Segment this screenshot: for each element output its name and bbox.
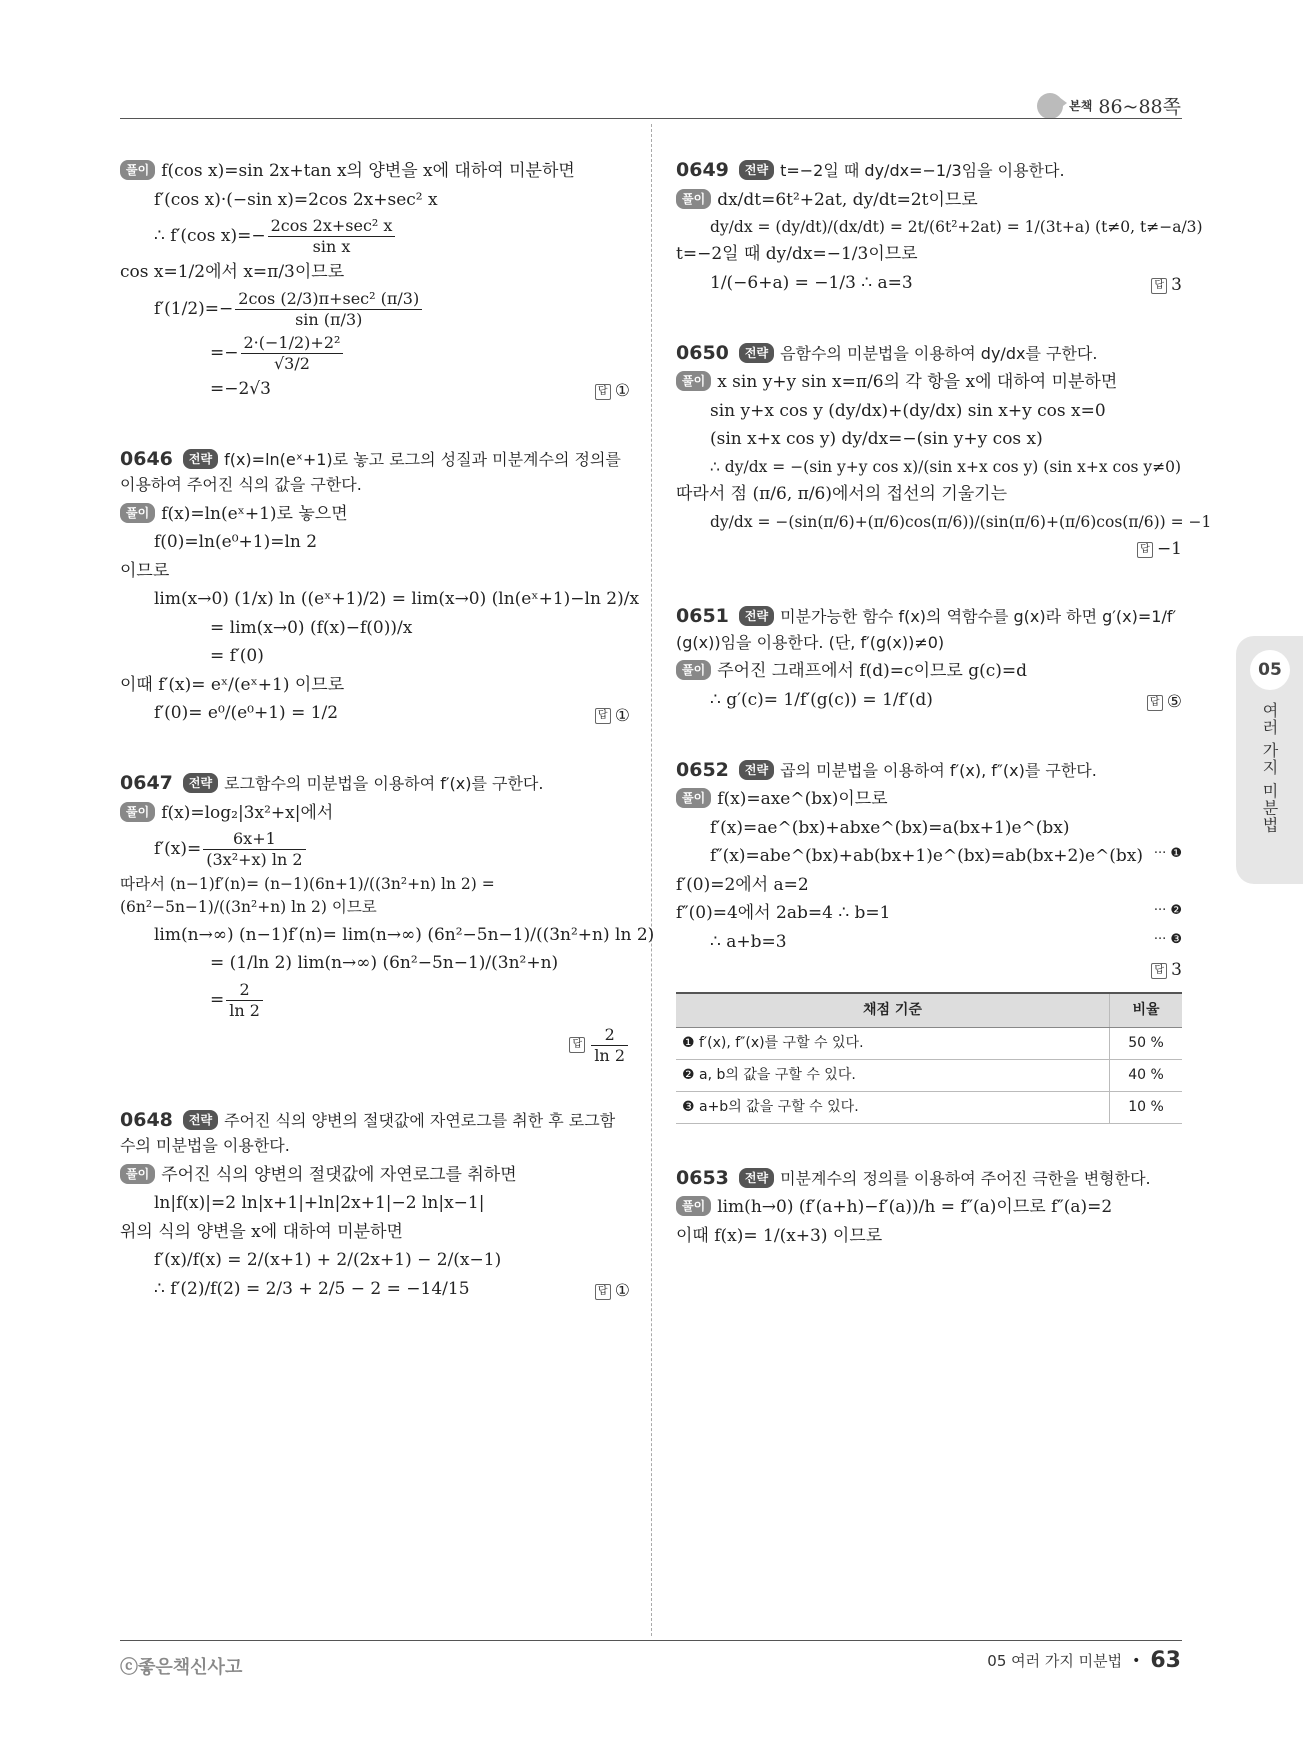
page-range: 86~88쪽	[1098, 96, 1181, 118]
table-header: 채점 기준	[676, 993, 1110, 1028]
text-line: f(cos x)=sin 2x+tan x의 양변을 x에 대하여 미분하면	[161, 161, 575, 181]
strategy-line: 0652 전략 곱의 미분법을 이용하여 f′(x), f″(x)를 구한다.	[676, 758, 1097, 781]
step-marker: ··· ❶	[1153, 846, 1182, 862]
answer: 답 3	[676, 958, 1182, 984]
equation: lim(x→0) (1/x) ln ((eˣ+1)/2) = lim(x→0) (ln(eˣ+1)−ln 2)/x	[154, 589, 640, 609]
strategy-line: 0647 전략 로그함수의 미분법을 이용하여 f′(x)를 구한다.	[120, 772, 544, 794]
answer-icon: 답	[1151, 278, 1167, 294]
chapter-tab	[1236, 636, 1303, 884]
right-column	[676, 156, 1212, 1263]
equation: ∴ f′(2)/f(2) = 2/3 + 2/5 − 2 = −14/15	[154, 1278, 470, 1299]
top-rule	[120, 118, 1182, 119]
answer: 답 ①	[120, 1279, 630, 1305]
strategy-line: 0651 전략 미분가능한 함수 f(x)의 역함수를 g(x)라 하면 g′(x)=1/f′(g(x))임을 이용한다. (단, f′(g(x))≠0)	[676, 605, 1177, 652]
equation: dy/dx = (dy/dt)/(dx/dt) = 2t/(6t²+2at) = 1/(3t+a) (t≠0, t≠−a/3)	[710, 218, 1203, 236]
scoring-table	[676, 992, 1182, 1124]
table-header: 비율	[1110, 993, 1183, 1028]
answer: 답 ①	[120, 704, 630, 730]
problem-number: 0647	[120, 772, 173, 794]
equation: f′(0)=2에서 a=2	[676, 874, 809, 895]
problem-0647: 0647 전략 로그함수의 미분법을 이용하여 f′(x)를 구한다. 풀이 f(x)=log₂|3x²+x|에서 f′(x)= $\frac{6x+1}{\text{(3x²+x) ln 2}}$ 따라서 (n−1)f′(n)= (n−1)(6n+1)/((3n²+n) ln 2) = (6n²−5n−1)/((3n²+n) ln 2) 이므로 lim(n→∞) (n−1)f′(n)= lim(n→∞) (6n²−5n−1)/((3n²+n) ln 2) = (1/ln 2) lim(n→∞) (6n²−5n−1)/(3n²+n) = $\frac{2}{\ln 2}$ 답 $\frac{2}{\ln 2}$	[120, 769, 630, 1066]
problem-0650: 0650 전략 음함수의 미분법을 이용하여 dy/dx를 구한다. 풀이 x sin y+y sin x=π/6의 각 항을 x에 대하여 미분하면 sin y+x cos y (dy/dx)+(dy/dx) sin x+y cos x=0 (sin x+x cos y) dy/dx=−(sin y+y cos x) ∴ dy/dx = −(sin y+y cos x)/(sin x+x cos y) (sin x+x cos y≠0) 따라서 점 (π/6, π/6)에서의 접선의 기울기는 dy/dx = −(sin(π/6)+(π/6)cos(π/6))/(sin(π/6)+(π/6)cos(π/6)) = −1 답 −1	[676, 339, 1182, 563]
strategy-tag: 전략	[183, 773, 218, 793]
column-divider	[651, 124, 652, 1636]
answer-icon: 답	[1137, 542, 1153, 558]
answer-icon: 답	[595, 1284, 611, 1300]
equation: = (1/ln 2) lim(n→∞) (6n²−5n−1)/(3n²+n)	[210, 953, 559, 973]
problem-number: 0646	[120, 447, 173, 470]
answer-icon: 답	[1151, 963, 1167, 979]
problem-number: 0652	[676, 758, 729, 781]
bottom-rule	[120, 1640, 1182, 1641]
equation: (sin x+x cos y) dy/dx=−(sin y+y cos x)	[710, 429, 1043, 450]
equation: f′(x)= $\frac{6x+1}{\text{(3x²+x) ln 2}}$	[120, 829, 630, 870]
equation: f′(0)= e⁰/(e⁰+1) = 1/2	[154, 703, 339, 723]
problem-0652: 0652 전략 곱의 미분법을 이용하여 f′(x), f″(x)를 구한다. 풀이 f(x)=axe^(bx)이므로 f′(x)=ae^(bx)+abxe^(bx)=a(bx+1)e^(bx) f″(x)=abe^(bx)+ab(bx+1)e^(bx)=ab(bx+2)e^(bx) ··· ❶ f′(0)=2에서 a=2 f″(0)=4에서 2ab=4 ∴ b=1 ··· ❷ ∴ a+b=3 ··· ❸ 답 3 채점 기준 비율 ❶ f′(x), f″(x)를 구할 수 있다. 50 % ❷ a, b의 값을 구할 수 있다. 40 % ❸ a+b의 값을 구할 수 있다. 10 %	[676, 756, 1182, 1124]
solution-tag: 풀이	[120, 503, 155, 523]
equation: = f′(0)	[210, 646, 264, 666]
solution-tag: 풀이	[676, 1196, 711, 1216]
table-row: ❷ a, b의 값을 구할 수 있다. 40 %	[676, 1059, 1182, 1091]
table-row: ❸ a+b의 값을 구할 수 있다. 10 %	[676, 1091, 1182, 1123]
strategy-line: 0653 전략 미분계수의 정의를 이용하여 주어진 극한을 변형한다.	[676, 1166, 1151, 1189]
text-line: 이때 f′(x)= eˣ/(eˣ+1) 이므로	[120, 674, 345, 695]
answer: 답 $\frac{2}{\ln 2}$	[120, 1025, 630, 1066]
equation: = lim(x→0) (f(x)−f(0))/x	[210, 617, 413, 638]
equation: f′(cos x)·(−sin x)=2cos 2x+sec² x	[154, 189, 438, 210]
equation: sin y+x cos y (dy/dx)+(dy/dx) sin x+y cos x=0	[710, 400, 1106, 421]
equation: ∴ f′(cos x)=− $\frac{\text{2cos 2x+sec² x}}{\text{sin x}}$	[120, 216, 630, 257]
problem-number: 0648	[120, 1108, 173, 1131]
strategy-tag: 전략	[183, 1110, 218, 1130]
strategy-tag: 전략	[739, 760, 774, 780]
strategy-tag: 전략	[739, 160, 774, 180]
strategy-line: 0649 전략 t=−2일 때 dy/dx=−1/3임을 이용한다.	[676, 159, 1065, 181]
equation: ∴ dy/dx = −(sin y+y cos x)/(sin x+x cos y) (sin x+x cos y≠0)	[710, 457, 1182, 476]
equation: 1/(−6+a) = −1/3 ∴ a=3	[710, 272, 913, 293]
text-line: 위의 식의 양변을 x에 대하여 미분하면	[120, 1221, 403, 1242]
solution-tag: 풀이	[120, 802, 155, 822]
problem-number: 0653	[676, 1166, 729, 1189]
equation: lim(n→∞) (n−1)f′(n)= lim(n→∞) (6n²−5n−1)/((3n²+n) ln 2)	[154, 924, 655, 945]
problem-0649: 0649 전략 t=−2일 때 dy/dx=−1/3임을 이용한다. 풀이 dx/dt=6t²+2at, dy/dt=2t이므로 dy/dx = (dy/dt)/(dx/dt) = 2t/(6t²+2at) = 1/(3t+a) (t≠0, t≠−a/3) t=−2일 때 dy/dx=−1/3이므로 1/(−6+a) = −1/3 ∴ a=3 답 3	[676, 156, 1182, 299]
answer-icon: 답	[569, 1037, 585, 1053]
text-line: 이므로	[120, 560, 170, 581]
equation: ∴ a+b=3 ··· ❸	[676, 930, 1182, 956]
strategy-line: 0646 전략 f(x)=ln(eˣ+1)로 놓고 로그의 성질과 미분계수의 정의를 이용하여 주어진 식의 값을 구한다.	[120, 447, 621, 494]
equation: f′(x)=ae^(bx)+abxe^(bx)=a(bx+1)e^(bx)	[710, 817, 1070, 838]
strategy-tag: 전략	[183, 449, 218, 469]
equation: =− $\frac{\text{2·(−1/2)+2²}}{√3/2}$	[120, 333, 630, 374]
text-line: 따라서 점 (π/6, π/6)에서의 접선의 기울기는	[676, 484, 1008, 504]
equation: f(0)=ln(e⁰+1)=ln 2	[154, 532, 318, 552]
equation: ln|f(x)|=2 ln|x+1|+ln|2x+1|−2 ln|x−1|	[154, 1193, 485, 1213]
answer-icon: 답	[1147, 695, 1163, 711]
problem-number: 0649	[676, 159, 729, 181]
equation: =−2√3	[210, 378, 271, 399]
strategy-tag: 전략	[739, 606, 774, 626]
page-reference	[1037, 92, 1181, 119]
solution-tag: 풀이	[676, 371, 711, 391]
text-line: 이때 f(x)= 1/(x+3) 이므로	[676, 1225, 883, 1246]
problem-number: 0651	[676, 605, 729, 628]
chapter-number: 05	[1250, 650, 1290, 690]
equation: f″(x)=abe^(bx)+ab(bx+1)e^(bx)=ab(bx+2)e^(bx) ··· ❶	[676, 844, 1182, 870]
answer: 답 ⑤	[676, 690, 1182, 716]
equation: f′(x)/f(x) = 2/(x+1) + 2/(2x+1) − 2/(x−1)	[154, 1250, 502, 1270]
solution-tag: 풀이	[676, 189, 711, 209]
strategy-tag: 전략	[739, 1168, 774, 1188]
table-row: ❶ f′(x), f″(x)를 구할 수 있다. 50 %	[676, 1027, 1182, 1059]
equation: = $\frac{2}{\ln 2}$	[120, 980, 630, 1021]
strategy-tag: 전략	[739, 343, 774, 363]
equation: f″(0)=4에서 2ab=4 ∴ b=1 ··· ❷	[676, 901, 1182, 927]
step-marker: ··· ❷	[1153, 903, 1182, 919]
footer-chapter: 05 여러 가지 미분법	[987, 1652, 1123, 1670]
solution-tag: 풀이	[120, 1164, 155, 1184]
solution-tag: 풀이	[676, 660, 711, 680]
text-line: cos x=1/2에서 x=π/3이므로	[120, 262, 345, 282]
footer-page-info	[987, 1648, 1181, 1673]
book-label: 본책	[1069, 99, 1093, 113]
solution-tag: 풀이	[120, 160, 155, 180]
publisher-logo: ⓒ좋은책신사고	[120, 1657, 243, 1678]
problem-0653: 0653 전략 미분계수의 정의를 이용하여 주어진 극한을 변형한다. 풀이 lim(h→0) (f′(a+h)−f′(a))/h = f″(a)이므로 f″(a)=2 이때 f(x)= 1/(x+3) 이므로	[676, 1164, 1182, 1250]
equation: dy/dx = −(sin(π/6)+(π/6)cos(π/6))/(sin(π/6)+(π/6)cos(π/6)) = −1	[710, 512, 1212, 531]
answer-icon: 답	[595, 708, 611, 724]
problem-0648: 0648 전략 주어진 식의 양변의 절댓값에 자연로그를 취한 후 로그함수의 미분법을 이용한다. 풀이 주어진 식의 양변의 절댓값에 자연로그를 취하면 ln|f(x)|=2 ln|x+1|+ln|2x+1|−2 ln|x−1| 위의 식의 양변을 x에 대하여 미분하면 f′(x)/f(x) = 2/(x+1) + 2/(2x+1) − 2/(x−1) ∴ f′(2)/f(2) = 2/3 + 2/5 − 2 = −14/15 답 ①	[120, 1106, 630, 1305]
answer: 답 −1	[676, 537, 1182, 563]
chapter-title: 여러 가지 미분법	[1260, 702, 1279, 834]
problem-0651: 0651 전략 미분가능한 함수 f(x)의 역함수를 g(x)라 하면 g′(x)=1/f′(g(x))임을 이용한다. (단, f′(g(x))≠0) 풀이 주어진 그래프에서 f(d)=c이므로 g(c)=d ∴ g′(c)= 1/f′(g(c)) = 1/f′(d) 답 ⑤	[676, 602, 1182, 716]
bullet-icon: •	[1132, 1652, 1141, 1669]
strategy-line: 0650 전략 음함수의 미분법을 이용하여 dy/dx를 구한다.	[676, 341, 1098, 364]
problem-0646: 0646 전략 f(x)=ln(eˣ+1)로 놓고 로그의 성질과 미분계수의 정의를 이용하여 주어진 식의 값을 구한다. 풀이 f(x)=ln(eˣ+1)로 놓으면 f(0)=ln(e⁰+1)=ln 2 이므로 lim(x→0) (1/x) ln ((eˣ+1)/2) = lim(x→0) (ln(eˣ+1)−ln 2)/x = lim(x→0) (f(x)−f(0))/x = f′(0) 이때 f′(x)= eˣ/(eˣ+1) 이므로 f′(0)= e⁰/(e⁰+1) = 1/2 답 ①	[120, 445, 630, 730]
step-marker: ··· ❸	[1153, 931, 1182, 947]
equation: f′(1/2)=− $\frac{\text{2cos (2/3)π+sec² (π/3)}}{\sin (\pi/3)}$	[120, 289, 630, 330]
problem-number: 0650	[676, 341, 729, 364]
page-number: 63	[1150, 1648, 1181, 1673]
solution-tag: 풀이	[676, 788, 711, 808]
text-line: 따라서 (n−1)f′(n)= (n−1)(6n+1)/((3n²+n) ln 2) = (6n²−5n−1)/((3n²+n) ln 2) 이므로	[120, 875, 495, 917]
equation: ∴ g′(c)= 1/f′(g(c)) = 1/f′(d)	[710, 689, 933, 710]
strategy-line: 0648 전략 주어진 식의 양변의 절댓값에 자연로그를 취한 후 로그함수의 미분법을 이용한다.	[120, 1108, 616, 1155]
left-column	[120, 156, 655, 1319]
problem-0645-solution	[120, 159, 630, 405]
answer: 답 3	[676, 273, 1182, 299]
text-line: t=−2일 때 dy/dx=−1/3이므로	[676, 244, 918, 265]
answer: 답 ①	[120, 379, 630, 405]
answer-icon: 답	[595, 384, 611, 400]
arrow-icon	[1037, 93, 1063, 119]
